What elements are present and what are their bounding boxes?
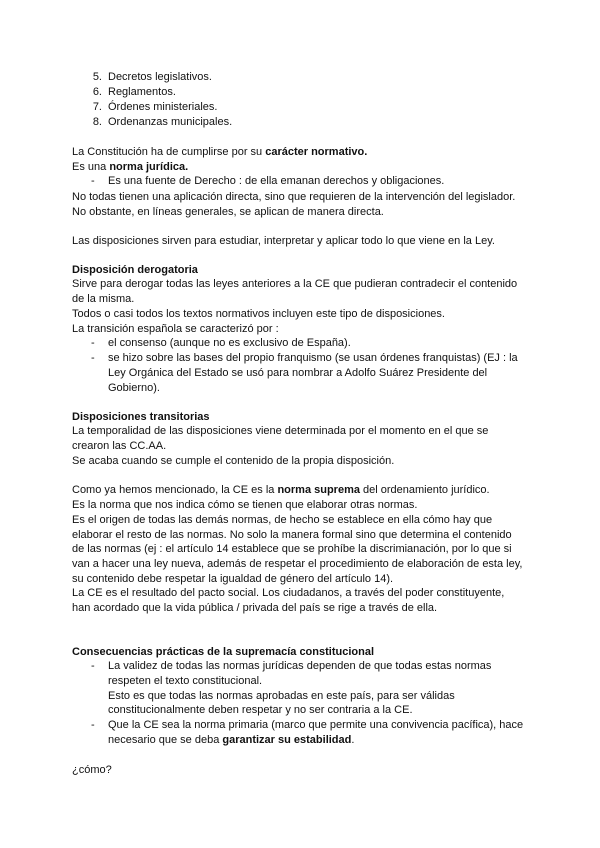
paragraph-line: Es la norma que nos indica cómo se tienen que elaborar otras normas. [72,499,418,511]
list-item: Órdenes ministeriales. [108,101,218,113]
bullet-dash: - [91,337,95,349]
paragraph-line: La transición española se caracterizó por : [72,323,279,335]
paragraph-line: Las disposiciones sirven para estudiar, interpretar y aplicar todo lo que viene en la Ley. [72,235,495,247]
bullet-text: respeten el texto constitucional. [108,675,263,687]
list-item: Reglamentos. [108,86,176,98]
list-item: Decretos legislativos. [108,71,212,83]
paragraph-line: elaborar el resto de las normas. No solo la manera formal sino que determina el contenido [72,529,512,541]
paragraph-line: su contenido debe respetar la igualdad de género del artículo 14). [72,573,394,585]
bullet-text: Esto es que todas las normas aprobadas en este país, para ser válidas [108,690,455,702]
bullet-dash: - [91,719,95,731]
bullet-text: el consenso (aunque no es exclusivo de España). [108,337,351,349]
paragraph-line: Se acaba cuando se cumple el contenido de la propia disposición. [72,455,395,467]
text: Es una [72,161,110,173]
text: del ordenamiento jurídico. [359,484,490,496]
section-heading: Consecuencias prácticas de la supremacía constitucional [72,646,375,658]
paragraph-line [72,145,367,159]
bold-text: garantizar su estabilidad [222,734,352,746]
bullet-text: Ley Orgánica del Estado se usó para nombrar a Adolfo Suárez Presidente del [108,367,488,379]
paragraph-line: No obstante, en líneas generales, se aplican de manera directa. [72,206,384,218]
paragraph-line: de la misma. [72,293,135,305]
text: . [351,734,355,746]
paragraph-line: van a hacer una ley nueva, además de respetar el procedimiento de elaboración de esta ley, [72,558,523,570]
bold-text: norma suprema [277,484,360,496]
bold-text: norma jurídica. [109,161,189,173]
paragraph-line: Todos o casi todos los textos normativos incluyen este tipo de disposiciones. [72,308,445,320]
bullet-text: Es una fuente de Derecho : de ella emanan derechos y obligaciones. [108,175,445,187]
paragraph-line [72,160,188,174]
bullet-text: Que la CE sea la norma primaria (marco que permite una convivencia pacífica), hace [108,719,524,731]
bullet-dash: - [91,175,95,187]
list-number: 5. [92,71,102,83]
section-heading: Disposiciones transitorias [72,411,210,423]
paragraph-line: Es el origen de todas las demás normas, de hecho se establece en ella cómo hay que [72,514,493,526]
bullet-dash: - [91,352,95,364]
paragraph-line: crearon las CC.AA. [72,440,167,452]
list-number: 8. [92,116,102,128]
text: Como ya hemos mencionado, la CE es la [72,484,278,496]
bullet-text [108,734,354,746]
list-number: 6. [92,86,102,98]
paragraph-line: Sirve para derogar todas las leyes anteriores a la CE que pudieran contradecir el contenido [72,278,518,290]
text: necesario que se deba [108,734,223,746]
text: La Constitución ha de cumplirse por su [72,146,266,158]
paragraph-line: La temporalidad de las disposiciones viene determinada por el momento en el que se [72,425,489,437]
question-line: ¿cómo? [72,764,112,776]
bullet-text: constitucionalmente deben respetar y no ser contraria a la CE. [108,704,413,716]
bold-text: carácter normativo. [265,146,368,158]
bullet-text: se hizo sobre las bases del propio franquismo (se usan órdenes franquistas) (EJ : la [108,352,518,364]
paragraph-line [72,483,490,497]
bullet-dash: - [91,660,95,672]
list-number: 7. [92,101,102,113]
paragraph-line: han acordado que la vida pública / privada del país se rige a través de ella. [72,602,438,614]
list-item: Ordenanzas municipales. [108,116,233,128]
section-heading: Disposición derogatoria [72,264,198,276]
bullet-text: La validez de todas las normas jurídicas dependen de que todas estas normas [108,660,492,672]
paragraph-line: No todas tienen una aplicación directa, sino que requieren de la intervención del legislador. [72,191,516,203]
paragraph-line: La CE es el resultado del pacto social. Los ciudadanos, a través del poder constituyente, [72,587,505,599]
paragraph-line: de las normas (ej : el artículo 14 establece que se prohíbe la discrimianación, por lo que si [72,543,512,555]
bullet-text: Gobierno). [108,382,160,394]
